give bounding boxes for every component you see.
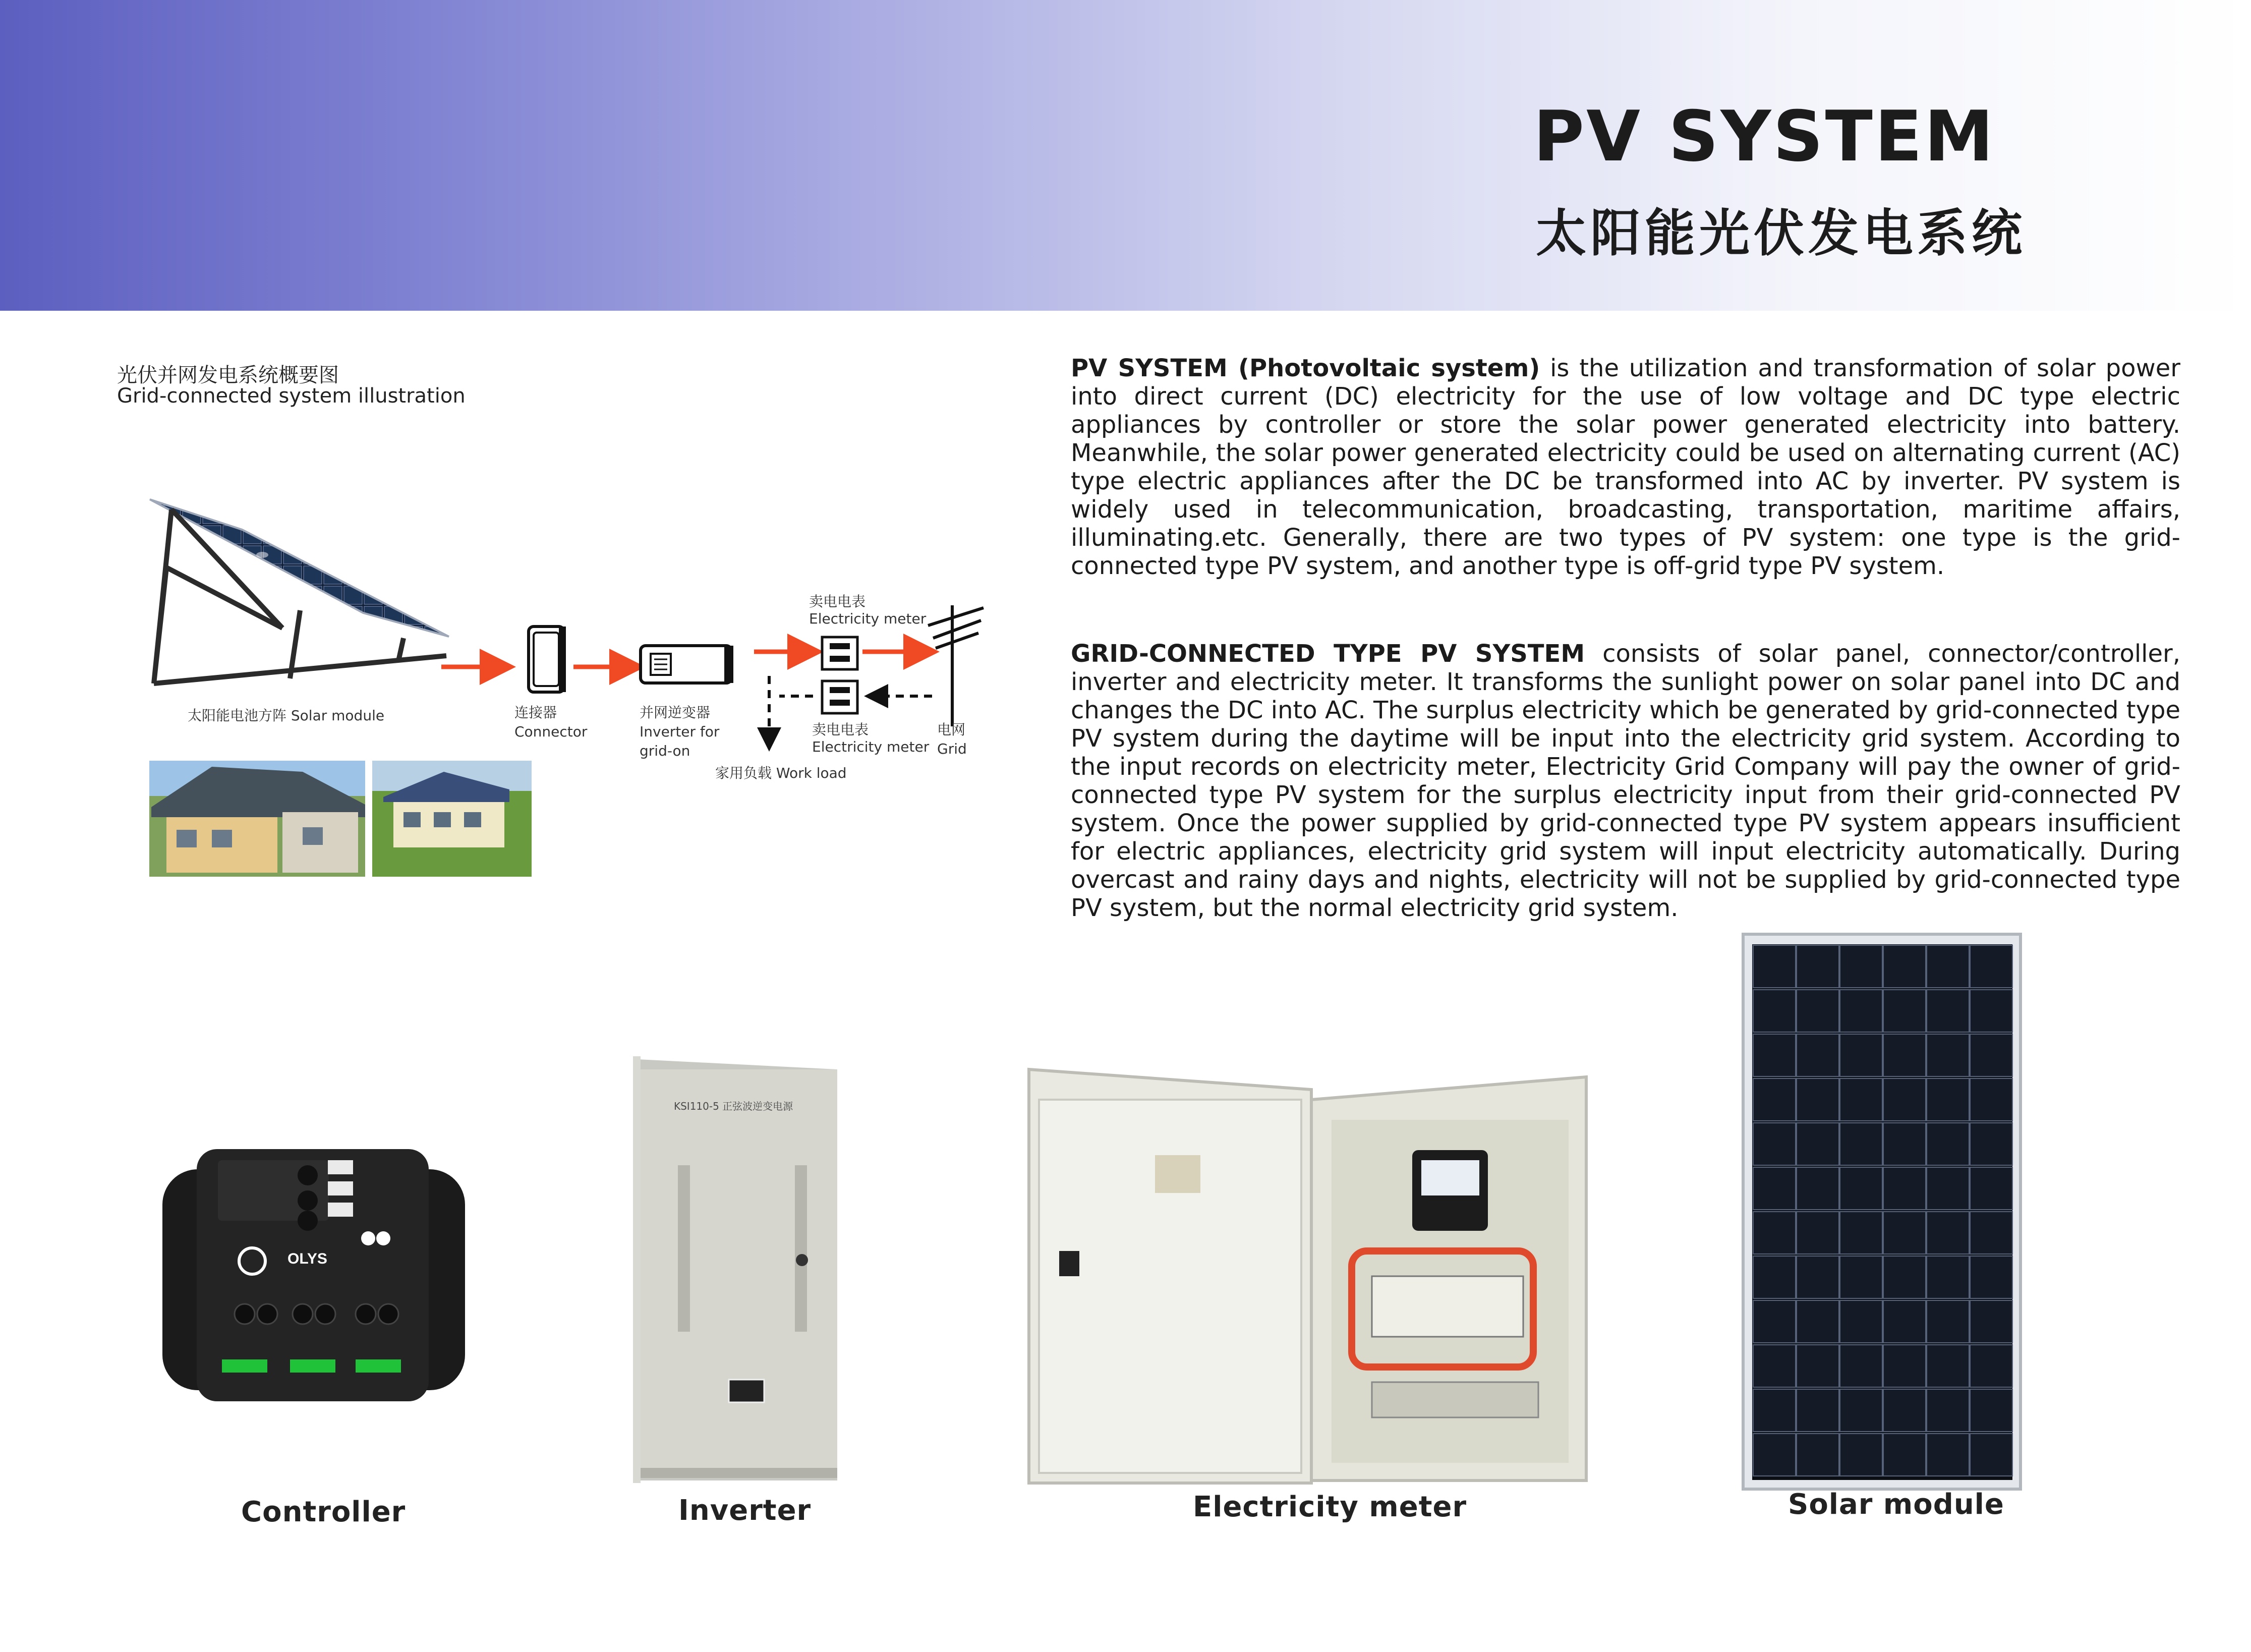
controller-image (162, 1149, 465, 1401)
product-images (0, 928, 2251, 1508)
grid-connected-text: consists of solar panel, connector/controller, inverter and electricity meter. It transforms the sunlight power on solar panel into DC and changes the DC into AC. The surplus electricity which be generated by grid-connected type PV system during the daytime will be input into the electricity grid system. According to the input records on electricity meter, Electricity Grid Company will pay the owner of grid-connected type PV system for the surplus electricity input from their grid-connected PV system. Once the power supplied by grid-connected type PV system appears insufficient for electric appliances, electricity grid system will input electricity automatically. During overcast and rainy days and nights, electricity will not be supplied by grid-connected type PV system, but the normal electricity grid system. (1071, 640, 2181, 922)
intro-lead: PV SYSTEM (Photovoltaic system) (1071, 354, 1540, 382)
intro-paragraph (1071, 354, 2180, 580)
grid-connected-diagram (0, 0, 1034, 908)
label-connector: Connector (514, 723, 588, 740)
solar-module-image (1743, 934, 2021, 1489)
house-photo-1 (149, 761, 365, 877)
solar-array-illustration (150, 498, 449, 683)
controller-brand: OLYS (287, 1250, 327, 1267)
electricity-meter-image (1029, 1069, 1586, 1483)
inverter-icon (641, 646, 733, 683)
grid-pole-icon (928, 605, 984, 726)
meter-top-icon (822, 637, 857, 669)
label-inverter: Inverter for (640, 723, 720, 740)
label-grid: Grid (937, 740, 967, 757)
diagram-caption: Grid-connected system illustration (117, 384, 466, 408)
label-grid-cn: 电网 (937, 721, 966, 738)
controller-label: Controller (241, 1496, 406, 1528)
inverter-label: Inverter (678, 1494, 812, 1527)
connector-icon (529, 626, 566, 692)
meter-bottom-icon (822, 681, 857, 713)
inverter-badge: KSI110-5 正弦波逆变电源 (674, 1100, 793, 1112)
grid-connected-paragraph (1071, 640, 2180, 922)
solar-module-label: Solar module (1788, 1488, 2004, 1521)
diagram-caption-chinese: 光伏并网发电系统概要图 (117, 364, 339, 387)
label-workload: 家用负载 Work load (715, 765, 847, 781)
label-meter-bottom: Electricity meter (812, 738, 930, 755)
label-inverter-cn: 并网逆变器 (640, 704, 711, 721)
label-solar-module: 太阳能电池方阵 Solar module (188, 707, 385, 724)
label-meter-top-cn: 卖电电表 (809, 593, 866, 610)
label-meter-top: Electricity meter (809, 610, 927, 627)
label-meter-bottom-cn: 卖电电表 (812, 721, 869, 738)
label-connector-cn: 连接器 (514, 704, 557, 721)
grid-connected-lead: GRID-CONNECTED TYPE PV SYSTEM (1071, 640, 1585, 668)
label-inverter-grid-on: grid-on (640, 743, 690, 759)
page-title: PV SYSTEM (1533, 96, 1996, 177)
house-photo-2 (372, 761, 532, 877)
intro-text: is the utilization and transformation of solar power into direct current (DC) electricity for the use of low voltage and DC type electric appliances by controller or store the solar power generated electricity into battery. Meanwhile, the solar power generated electricity could be used on alternating current (AC) type electric appliances after the DC be transformed into AC by inverter. PV system is widely used in telecommunication, broadcasting, transportation, maritime affairs, illuminating.etc. Generally, there are two types of PV system: one type is the grid-connected type PV system, and another type is off-grid type PV system. (1071, 354, 2181, 580)
electricity-meter-label: Electricity meter (1193, 1491, 1467, 1523)
page-title-chinese: 太阳能光伏发电系统 (1536, 204, 2026, 263)
inverter-image (633, 1056, 837, 1483)
